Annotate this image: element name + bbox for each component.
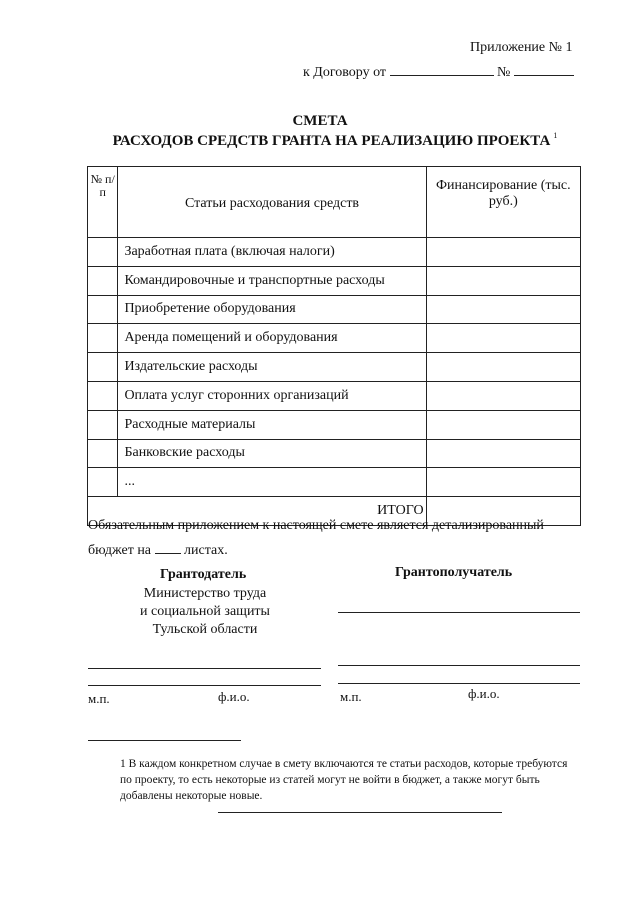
row-number-cell [88, 410, 118, 439]
financing-cell [426, 353, 580, 382]
table-row [88, 410, 581, 439]
grantee-signature-line [338, 665, 580, 666]
table-row [88, 266, 581, 295]
sheet-count-blank [155, 541, 181, 554]
financing-cell [426, 468, 580, 497]
row-number-cell [88, 324, 118, 353]
note-text-end: листах. [184, 543, 228, 558]
expense-item-cell: Расходные материалы [118, 410, 426, 439]
grantor-title: Грантодатель [160, 567, 247, 582]
budget-table [87, 166, 581, 526]
footnote-separator [88, 740, 241, 741]
grantor-name [110, 585, 300, 639]
grantor-stamp-label: м.п. [88, 691, 110, 706]
grantor-name-label: ф.и.о. [218, 689, 250, 704]
total-label: ИТОГО [88, 497, 427, 526]
row-number-cell [88, 353, 118, 382]
table-row [88, 381, 581, 410]
document-subtitle [0, 131, 640, 150]
grantee-name-label: ф.и.о. [468, 686, 500, 701]
expense-item-cell: Банковские расходы [118, 439, 426, 468]
table-row [88, 353, 581, 382]
grantor-signature-line-2 [88, 685, 321, 686]
footnote-mark: 1 [553, 131, 558, 140]
row-number-cell [88, 439, 118, 468]
subtitle-text: РАСХОДОВ СРЕДСТВ ГРАНТА НА РЕАЛИЗАЦИЮ ПРОЕКТА [112, 133, 551, 149]
financing-cell [426, 439, 580, 468]
expense-item-cell: Издательские расходы [118, 353, 426, 382]
financing-cell [426, 381, 580, 410]
financing-cell [426, 238, 580, 267]
mandatory-attachment-note [88, 513, 588, 563]
expense-item-cell: Оплата услуг сторонних организаций [118, 381, 426, 410]
financing-cell [426, 410, 580, 439]
expense-item-cell: Аренда помещений и оборудования [118, 324, 426, 353]
contract-date-blank [390, 62, 494, 76]
table-row [88, 295, 581, 324]
grantee-name-line [338, 612, 580, 613]
row-number-cell [88, 266, 118, 295]
header-expense-items: Статьи расходования средств [118, 167, 426, 238]
footnote-text: 1 В каждом конкретном случае в смету включаются те статьи расходов, которые требуются по проекту, то есть некоторые из статей могут не войти в бюджет, а также могут быть добавлены некоторые новые. [120, 758, 568, 802]
contract-reference [303, 62, 574, 81]
financing-cell [426, 266, 580, 295]
number-sign: № [497, 65, 511, 80]
table-row [88, 324, 581, 353]
contract-number-blank [514, 62, 574, 76]
footnote [88, 756, 568, 804]
expense-item-cell: ... [118, 468, 426, 497]
table-row [88, 468, 581, 497]
grantee-title: Грантополучатель [395, 565, 513, 580]
table-row [88, 238, 581, 267]
financing-cell [426, 295, 580, 324]
grantor-name-line: Тульской области [152, 622, 258, 637]
document-title: СМЕТА [292, 113, 348, 129]
row-number-cell [88, 381, 118, 410]
bottom-separator [218, 812, 502, 813]
table-row [88, 439, 581, 468]
expense-item-cell: Заработная плата (включая налоги) [118, 238, 426, 267]
note-text: Обязательным приложением к настоящей смете является детализированный бюджет на [88, 518, 544, 558]
financing-cell [426, 324, 580, 353]
header-number: № п/п [88, 167, 118, 238]
expense-item-cell: Командировочные и транспортные расходы [118, 266, 426, 295]
grantor-name-line: и социальной защиты [140, 604, 270, 619]
row-number-cell [88, 468, 118, 497]
appendix-label: Приложение № 1 [470, 40, 573, 55]
table-header-row [88, 167, 581, 238]
grantor-signature-line [88, 668, 321, 669]
grantee-stamp-label: м.п. [340, 689, 362, 704]
row-number-cell [88, 295, 118, 324]
contract-prefix: к Договору от [303, 65, 387, 80]
expense-item-cell: Приобретение оборудования [118, 295, 426, 324]
header-financing: Финансирование (тыс. руб.) [426, 167, 580, 238]
grantor-name-line: Министерство труда [143, 586, 267, 601]
grantee-signature-line-2 [338, 683, 580, 684]
row-number-cell [88, 238, 118, 267]
